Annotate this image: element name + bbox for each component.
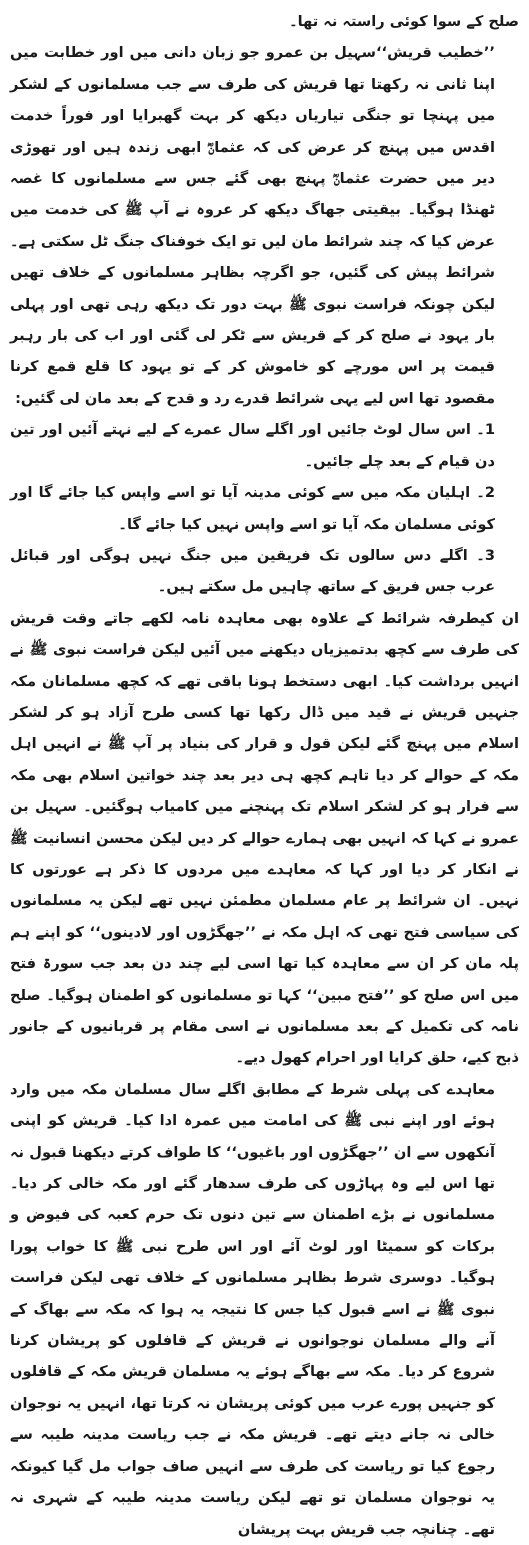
paragraph-suhail: ’’خطیب قریش‘‘سہیل بن عمرو جو زبان دانی میں اور خطابت میں اپنا ثانی نہ رکھتا تھا قریش کی طرف سے جب مسلمانوں کے لشکر میں پہنچا تو جنگی تیاریاں دیکھ کر بہت گھبرایا اور فوراً خدمت اقدس میں پہنچ کر عرض کی کہ عثمانؓ ابھی زندہ ہیں اور تھوڑی دیر میں حضرت عثمانؓ پہنچ بھی گئے جس سے مسلمانوں کا غصہ ٹھنڈا ہوگیا۔ بیقیتی جھاگ دیکھ کر عروہ نے آپ ﷺ کی خدمت میں عرض کیا کہ چند شرائط مان لیں تو ایک خوفناک جنگ ٹل سکتی ہے۔ شرائط پیش کی گئیں، جو اگرچہ بظاہر مسلمانوں کے خلاف تھیں لیکن چونکہ فراست نبوی ﷺ بہت دور تک دیکھ رہی تھی اور پہلی بار یہود نے صلح کر کے قریش سے ٹکر لی گئی اور اب کی بار رہبر قیمت پر اس مورچے کو خاموش کر کے تو یہود کا قلع قمع کرنا مقصود تھا اس لیے یہی شرائط قدرے رد و قدح کے بعد مان لی گئیں:: [10, 44, 495, 407]
condition-2: 2۔ اہلیان مکہ میں سے کوئی مدینہ آیا تو اسے واپس کیا جائے گا اور کوئی مسلمان مکہ آیا تو اسے واپس نہیں کیا جائے گا۔: [10, 484, 495, 533]
paragraph-aftermath: معاہدے کی پہلی شرط کے مطابق اگلے سال مسلمان مکہ میں وارد ہوئے اور اپنے نبی ﷺ کی امامت میں عمرہ ادا کیا۔ قریش کو اپنی آنکھوں سے ان ’’جھگڑوں اور باغیوں‘‘ کا طواف کرتے دیکھنا قبول نہ تھا اس لیے وہ پہاڑوں کی طرف سدھار گئے اور مکہ خالی کر دیا۔ مسلمانوں نے بڑے اطمنان سے تین دنوں تک حرم کعبہ کی فیوض و برکات کو سمیٹا اور لوٹ آئے اور اس طرح نبی ﷺ کا خواب پورا ہوگیا۔ دوسری شرط بظاہر مسلمانوں کے خلاف تھی لیکن فراست نبوی ﷺ نے اسے قبول کیا جس کا نتیجہ یہ ہوا کہ مکہ سے بھاگ کے آنے والے مسلمان نوجوانوں نے قریش کے قافلوں کو پریشان کرنا شروع کر دیا۔ مکہ سے بھاگے ہوئے یہ مسلمان قریش مکہ کے قافلوں کو جنہیں پورے عرب میں کوئی پریشان نہ کرتا تھا، انہیں یہ نوجوان خالی نہ جانے دیتے تھے۔ قریش مکہ نے جب ریاست مدینہ طیبہ سے رجوع کیا تو ریاست کی طرف سے انہیں صاف جواب مل گیا کیونکہ یہ نوجوان مسلمان تو تھے لیکن ریاست مدینہ طیبہ کے شہری نہ تھے۔ چنانچہ جب قریش بہت پریشان: [10, 1080, 495, 1538]
condition-1: 1۔ اس سال لوٹ جائیں اور اگلے سال عمرے کے لیے نہتے آئیں اور تین دن قیام کے بعد چلے جائیں۔: [10, 421, 495, 470]
paragraph-treaty: ان کیطرفہ شرائط کے علاوہ بھی معاہدہ نامہ لکھے جاتے وقت قریش کی طرف سے کچھ بدتمیزیاں دیکھنے میں آئیں لیکن فراست نبوی ﷺ نے انہیں برداشت کیا۔ ابھی دستخط ہونا باقی تھے کہ کچھ مسلمانان مکہ جنہیں قریش نے قید میں ڈال رکھا تھا کسی طرح آزاد ہو کر لشکر اسلام میں پہنچ گئے لیکن قول و قرار کی بنیاد پر آپ ﷺ نے انہیں اہل مکہ کے حوالے کر دیا تاہم کچھ ہی دیر بعد چند خواتین اسلام بھی مکہ سے فرار ہو کر لشکر اسلام تک پہنچنے میں کامیاب ہوگئیں۔ سہیل بن عمرو نے کہا کہ انہیں بھی ہمارے حوالے کر دیں لیکن محسن انسانیت ﷺ نے انکار کر دیا اور کہا کہ معاہدے میں مردوں کا ذکر ہے عورتوں کا نہیں۔ ان شرائط پر عام مسلمان مطمئن نہیں تھے لیکن یہ مسلمانوں کی سیاسی فتح تھی کہ اہل مکہ نے ’’جھگڑوں اور لادینوں‘‘ کو اپنے ہم پلہ مان کر ان سے معاہدہ کیا تھا اسی لیے چند دن بعد جب سورۃ فتح میں اس صلح کو ’’فتح مبین‘‘ کہا تو مسلمانوں کو اطمنان ہوگیا۔ صلح نامہ کی تکمیل کے بعد مسلمانوں نے اسی مقام پر قربانیوں کے جانور ذبح کیے، حلق کرایا اور احرام کھول دیے۔: [10, 609, 519, 1067]
paragraph-intro: صلح کے سوا کوئی راستہ نہ تھا۔: [289, 13, 519, 30]
condition-3: 3۔ اگلے دس سالوں تک فریقین میں جنگ نہیں ہوگی اور قبائل عرب جس فریق کے ساتھ چاہیں مل سکتے ہیں۔: [10, 546, 495, 596]
